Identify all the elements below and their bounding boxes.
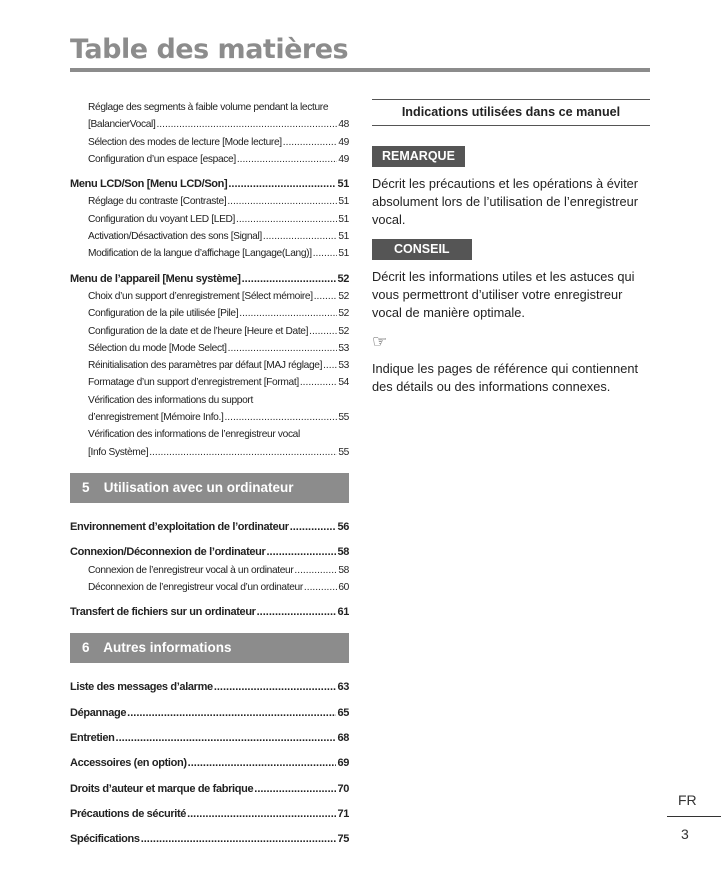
toc-entry-text: Sélection des modes de lecture [Mode lecture] bbox=[88, 136, 282, 148]
section-5-header bbox=[70, 473, 349, 503]
section-6-header bbox=[70, 633, 349, 663]
toc-page-number: 52 bbox=[338, 308, 349, 320]
toc-page-number: 53 bbox=[338, 360, 349, 372]
toc-entry-text: Configuration de la pile utilisée [Pile] bbox=[88, 308, 239, 320]
toc-entry-text: Déconnexion de l’enregistreur vocal d’un ordinateur bbox=[88, 581, 303, 593]
toc-page-number: 71 bbox=[337, 807, 349, 820]
toc-entry[interactable] bbox=[70, 705, 349, 722]
toc-page-number: 52 bbox=[337, 272, 349, 285]
toc-entry[interactable] bbox=[70, 99, 349, 116]
dot-leader bbox=[254, 781, 336, 798]
conseil-text: Décrit les informations utiles et les astuces qui vous permettront d’utiliser votre enregistreur vocal de manière optimale. bbox=[372, 269, 635, 320]
toc-entry-text: Menu LCD/Son [Menu LCD/Son] bbox=[70, 178, 228, 191]
dot-leader bbox=[187, 806, 336, 823]
toc-entry[interactable] bbox=[70, 409, 349, 426]
toc-page-number: 54 bbox=[338, 377, 349, 389]
dot-leader bbox=[156, 116, 337, 133]
toc-entry[interactable] bbox=[70, 730, 349, 747]
dot-leader bbox=[257, 604, 337, 621]
dot-leader bbox=[323, 357, 337, 374]
toc-entry-text: Configuration d’un espace [espace] bbox=[88, 153, 236, 165]
toc-entry[interactable] bbox=[70, 806, 349, 823]
toc-entry[interactable] bbox=[70, 340, 349, 357]
toc-entry-text: Droits d’auteur et marque de fabrique bbox=[70, 782, 254, 795]
toc-entry[interactable] bbox=[70, 305, 349, 322]
toc-entry[interactable] bbox=[70, 357, 349, 374]
toc-column bbox=[70, 99, 349, 849]
toc-entry-text: Environnement d’exploitation de l’ordinateur bbox=[70, 520, 289, 533]
dot-leader bbox=[149, 444, 337, 461]
language-label: FR bbox=[678, 792, 697, 808]
toc-page-number: 58 bbox=[338, 564, 349, 576]
section-title: Utilisation avec un ordinateur bbox=[103, 479, 294, 495]
toc-entry[interactable] bbox=[70, 288, 349, 305]
toc-entry-text: Activation/Désactivation des sons [Signal] bbox=[88, 231, 262, 243]
toc-entry-text: d’enregistrement [Mémoire Info.] bbox=[88, 412, 224, 424]
dot-leader bbox=[266, 544, 336, 561]
toc-page-number: 61 bbox=[337, 606, 349, 619]
toc-entry-text: Spécifications bbox=[70, 833, 140, 846]
toc-entry-text: Précautions de sécurité bbox=[70, 807, 187, 820]
dot-leader bbox=[116, 730, 337, 747]
toc-entry[interactable] bbox=[70, 323, 349, 340]
toc-page-number: 49 bbox=[338, 136, 349, 148]
toc-entry[interactable] bbox=[70, 228, 349, 245]
toc-entry-text: Choix d’un support d’enregistrement [Sélect mémoire] bbox=[88, 290, 313, 302]
toc-entry[interactable] bbox=[70, 562, 349, 579]
toc-entry-text: Entretien bbox=[70, 732, 115, 745]
toc-page-number: 53 bbox=[338, 342, 349, 354]
toc-page-number: 68 bbox=[337, 732, 349, 745]
toc-entry[interactable] bbox=[70, 544, 349, 561]
toc-page-number: 52 bbox=[338, 325, 349, 337]
toc-page-number: 56 bbox=[337, 520, 349, 533]
dot-leader bbox=[263, 228, 337, 245]
toc-page-number: 51 bbox=[338, 231, 349, 243]
dot-leader bbox=[237, 151, 338, 168]
toc-page-number: 51 bbox=[338, 213, 349, 225]
reference-text: Indique les pages de référence qui contiennent des détails ou des informations connexes. bbox=[372, 361, 639, 394]
dot-leader bbox=[313, 245, 338, 262]
dot-leader bbox=[228, 340, 338, 357]
toc-entry[interactable] bbox=[70, 426, 349, 443]
toc-entry-text: Configuration du voyant LED [LED] bbox=[88, 213, 236, 225]
section-number: 5 bbox=[82, 479, 90, 495]
toc-page-number: 69 bbox=[337, 757, 349, 770]
toc-page-number: 51 bbox=[337, 178, 349, 191]
toc-entry[interactable] bbox=[70, 271, 349, 288]
section-6-list bbox=[70, 679, 349, 848]
pointing-hand-icon: ☞ bbox=[372, 332, 388, 352]
dot-leader bbox=[283, 134, 338, 151]
dot-leader bbox=[224, 409, 337, 426]
toc-entry[interactable] bbox=[70, 604, 349, 621]
dot-leader bbox=[242, 271, 337, 288]
toc-page-number: 70 bbox=[337, 782, 349, 795]
toc-entry[interactable] bbox=[70, 679, 349, 696]
toc-page-number: 55 bbox=[338, 446, 349, 458]
toc-page-number: 49 bbox=[338, 153, 349, 165]
toc-entry-text: Dépannage bbox=[70, 706, 127, 719]
dot-leader bbox=[309, 323, 337, 340]
dot-leader bbox=[228, 176, 336, 193]
toc-entry-text: [Info Système] bbox=[88, 446, 149, 458]
toc-entry-text: Configuration de la date et de l’heure [Heure et Date] bbox=[88, 325, 309, 337]
section-5-list bbox=[70, 519, 349, 621]
toc-entry-text: Réglage du contraste [Contraste] bbox=[88, 196, 227, 208]
toc-entry-text: Accessoires (en option) bbox=[70, 757, 187, 770]
toc-entry[interactable] bbox=[70, 374, 349, 391]
page-title: Table des matières bbox=[70, 34, 349, 65]
toc-entry-text: Sélection du mode [Mode Select] bbox=[88, 342, 227, 354]
toc-entry-text: Formatage d’un support d’enregistrement [Format] bbox=[88, 377, 299, 389]
toc-page-number: 65 bbox=[337, 706, 349, 719]
toc-entry-text: Connexion de l’enregistreur vocal à un ordinateur bbox=[88, 564, 294, 576]
toc-entry[interactable] bbox=[70, 579, 349, 596]
dot-leader bbox=[127, 705, 336, 722]
toc-entry[interactable] bbox=[70, 831, 349, 848]
section-number: 6 bbox=[82, 640, 90, 656]
toc-page-number: 60 bbox=[338, 581, 349, 593]
remarque-text: Décrit les précautions et les opérations à éviter absolument lors de l’utilisation de l’enregistreur vocal. bbox=[372, 176, 639, 227]
toc-entry-text: [BalancierVocal] bbox=[88, 119, 156, 131]
indications-panel bbox=[372, 99, 650, 396]
dot-leader bbox=[294, 562, 337, 579]
toc-entry[interactable] bbox=[70, 781, 349, 798]
remarque-tag: REMARQUE bbox=[372, 146, 465, 167]
footer-rule bbox=[667, 816, 721, 817]
toc-page-number: 55 bbox=[338, 412, 349, 424]
dot-leader bbox=[300, 374, 338, 391]
toc-entry-text: Connexion/Déconnexion de l’ordinateur bbox=[70, 546, 266, 559]
dot-leader bbox=[227, 193, 337, 210]
section-title: Autres informations bbox=[103, 640, 232, 656]
toc-entry[interactable] bbox=[70, 151, 349, 168]
toc-entry-text: Modification de la langue d’affichage [Langage(Lang)] bbox=[88, 248, 312, 260]
toc-entry-text: Liste des messages d’alarme bbox=[70, 681, 213, 694]
toc-page-number: 75 bbox=[337, 833, 349, 846]
toc-entry[interactable] bbox=[70, 211, 349, 228]
toc-entry[interactable] bbox=[70, 116, 349, 133]
toc-entry[interactable] bbox=[70, 519, 349, 536]
toc-entry-text: Transfert de fichiers sur un ordinateur bbox=[70, 606, 256, 619]
dot-leader bbox=[141, 831, 337, 848]
toc-entry[interactable] bbox=[70, 134, 349, 151]
dot-leader bbox=[304, 579, 337, 596]
dot-leader bbox=[314, 288, 338, 305]
toc-entry[interactable] bbox=[70, 245, 349, 262]
toc-entry[interactable] bbox=[70, 444, 349, 461]
toc-entry-text: Réglage des segments à faible volume pendant la lecture bbox=[88, 102, 329, 113]
toc-entry[interactable] bbox=[70, 176, 349, 193]
toc-page-number: 63 bbox=[337, 681, 349, 694]
dot-leader bbox=[290, 519, 337, 536]
toc-top-list bbox=[70, 99, 349, 461]
dot-leader bbox=[239, 305, 337, 322]
dot-leader bbox=[214, 679, 337, 696]
indications-header: Indications utilisées dans ce manuel bbox=[372, 99, 650, 126]
page-number: 3 bbox=[681, 826, 689, 842]
dot-leader bbox=[188, 755, 337, 772]
toc-page-number: 48 bbox=[338, 119, 349, 131]
toc-page-number: 58 bbox=[337, 546, 349, 559]
toc-page-number: 51 bbox=[338, 196, 349, 208]
toc-entry[interactable] bbox=[70, 193, 349, 210]
toc-page-number: 52 bbox=[338, 290, 349, 302]
title-rule bbox=[70, 68, 650, 72]
toc-entry[interactable] bbox=[70, 755, 349, 772]
toc-entry-text: Menu de l’appareil [Menu système] bbox=[70, 272, 241, 285]
toc-entry-text: Vérification des informations de l’enregistreur vocal bbox=[88, 429, 300, 441]
conseil-tag: CONSEIL bbox=[372, 239, 472, 260]
toc-entry-text: Réinitialisation des paramètres par défaut [MAJ réglage] bbox=[88, 360, 323, 372]
toc-entry-text: Vérification des informations du support bbox=[88, 394, 253, 406]
dot-leader bbox=[236, 211, 337, 228]
toc-entry[interactable] bbox=[70, 392, 349, 409]
toc-page-number: 51 bbox=[338, 248, 349, 260]
